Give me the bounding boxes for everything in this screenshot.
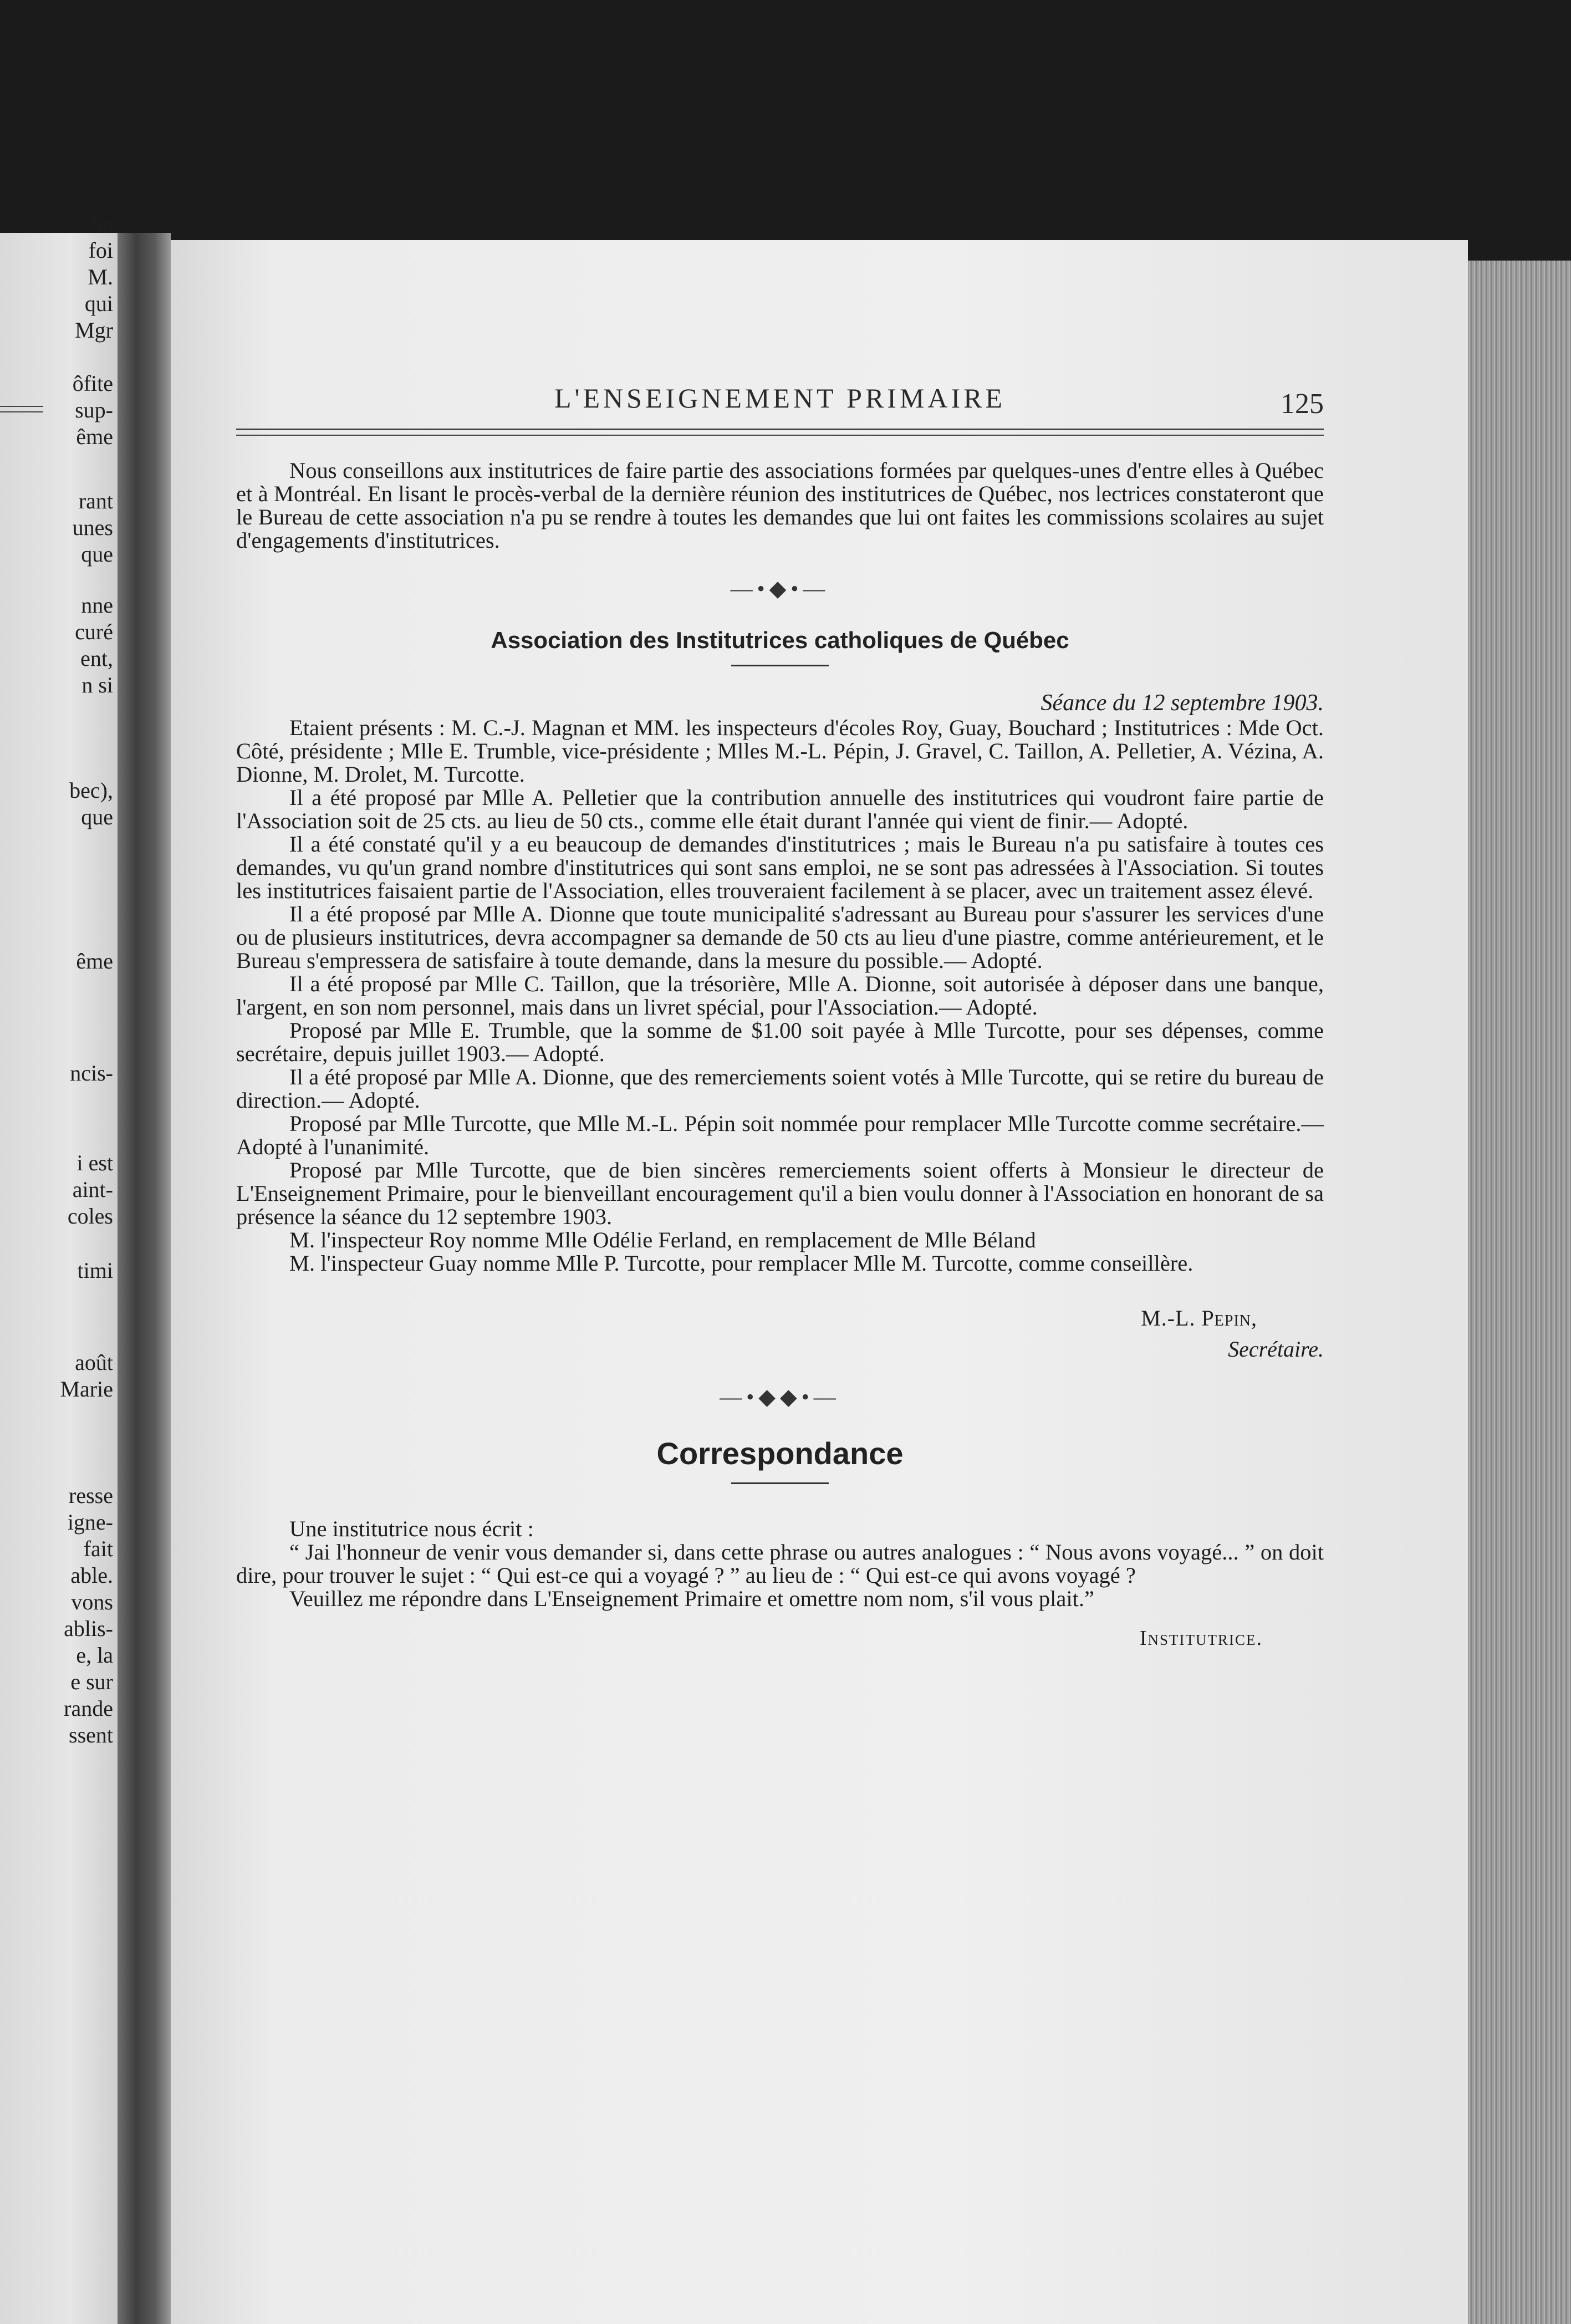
left-page-fragment: bec), [69,778,113,803]
left-page-fragment: rande [64,1696,113,1721]
left-page-fragment: curé [75,619,113,644]
left-page-fragment: sup- [75,397,113,422]
signature-name [236,1303,1324,1334]
left-page-fragment: aint- [72,1177,113,1202]
intro-paragraph: Nous conseillons aux institutrices de faire partie des associations formées par quelques-unes d'entre elles à Québec et à Montréal. En lisant le procès-verbal de la dernière réunion des institutrices de Québec, nos lectrices constateront que le Bureau de cette association n'a pu se rendre à toutes les demandes que lui ont faites les commissions scolaires au sujet d'engagements d'institutrices. [236,458,1324,553]
minutes-paragraph: Il a été proposé par Mlle A. Dionne que toute municipalité s'adressant au Bureau pour s'assurer les services d'une ou de plusieurs institutrices, devra accompagner sa demande de 50 cts au lieu d'une piastre, comme antérieurement, et le Bureau s'empressera de satisfaire à toute demande, dans la mesure du possible.— Adopté. [236,901,1324,973]
page-content [236,382,1324,1650]
left-page-fragment: ôfite [72,371,113,396]
title-rule [731,1482,829,1484]
left-page-fragment: Marie [60,1377,113,1401]
ornament-divider: —•◆◆•— [720,1384,840,1409]
left-page-fragment: timi [77,1258,113,1283]
minutes-paragraph: Il a été proposé par Mlle A. Pelletier que la contribution annuelle des institutrices qui voudront faire partie de l'Association soit de 25 cts. au lieu de 50 cts., comme elle était durant l'année qui vient de finir.— Adopté. [236,785,1324,833]
left-page-rule [0,411,43,412]
minutes-paragraph: Il a été proposé par Mlle C. Taillon, que la trésorière, Mlle A. Dionne, soit autorisée à déposer dans une banque, l'argent, en son nom personnel, mais dans un livret spécial, pour l'Association.— Adopté. [236,971,1324,1020]
correspondance-title: Correspondance [656,1436,904,1471]
signature-name-text: M.-L. Pepin, [1141,1306,1257,1331]
title-rule [731,665,829,666]
left-page-fragment: Mgr [75,318,113,343]
minutes-paragraph: Il a été constaté qu'il y a eu beaucoup de demandes d'institutrices ; mais le Bureau n'a pu satisfaire à toutes ces demandes, vu qu'un grand nombre d'institutrices qui sont sans emploi, ne se sont pas adressées à l'Association. Si toutes les institutrices faisaient partie de l'Association, elles trouveraient facilement à se placer, avec un traitement assez élevé. [236,832,1324,903]
minutes-paragraph: Il a été proposé par Mlle A. Dionne, que des remerciements soient votés à Mlle Turcotte, qui se retire du bureau de direction.— Adopté. [236,1064,1324,1113]
left-page-fragment: igne- [67,1510,113,1535]
left-page-fragment: ablis- [64,1616,113,1641]
minutes-paragraph: Proposé par Mlle Turcotte, que de bien sincères remerciements soient offerts à Monsieur le directeur de L'Enseignement Primaire, pour le bienveillant encouragement qu'il a bien voulu donner à l'Association en honorant de sa présence la séance du 12 septembre 1903. [236,1158,1324,1229]
left-page-fragment: ssent [69,1722,113,1747]
left-page-fragment: Sa [91,211,113,236]
session-date: Séance du 12 septembre 1903. [1040,690,1324,716]
left-page-fragment: que [81,804,113,829]
letter-closing: Institutrice. [1139,1627,1263,1650]
book-gutter [118,233,171,2324]
left-page-fragment: able. [70,1563,113,1588]
left-page-fragment: qui [84,291,113,316]
left-page-fragment: vons [71,1589,113,1614]
letter-paragraph: “ Jai l'honneur de venir vous demander si, dans cette phrase ou autres analogues : “ Nous avons voyagé... ” on doit dire, pour trouver le sujet : “ Qui est-ce qui a voyagé ? ” au lieu de : “ Qui est-ce qui avons voyagé ? [236,1540,1324,1588]
left-page-fragment: resse [69,1483,113,1508]
ornament-divider: —•◆•— [730,576,830,601]
left-page-fragment: foi [88,238,113,263]
left-page-fragment: ême [76,424,113,449]
left-page-fragment: coles [67,1204,113,1229]
left-page-fragment: fait [83,1536,113,1561]
minutes-paragraph: M. l'inspecteur Guay nomme Mlle P. Turcotte, pour remplacer Mlle M. Turcotte, comme conseillère. [289,1251,1193,1276]
left-page-fragment: nne [81,593,113,618]
left-page-fragment: ent, [80,646,113,671]
minutes-paragraph: Etaient présents : M. C.-J. Magnan et MM. les inspecteurs d'écoles Roy, Guay, Bouchard ; Institutrices : Mde Oct. Côté, présidente ; Mlle E. Trumble, vice-présidente ; Mlles M.-L. Pépin, J. Gravel, C. Taillon, A. Pelletier, A. Vézina, A. Dionne, M. Drolet, M. Turcotte. [236,715,1324,787]
left-page-fragment: rant [78,488,113,513]
header-rule [236,429,1324,436]
left-page [0,211,118,2324]
left-page-fragment: e, la [76,1643,113,1668]
minutes-paragraph: Proposé par Mlle E. Trumble, que la somme de $1.00 soit payée à Mlle Turcotte, pour ses dépenses, comme secrétaire, depuis juillet 1903.— Adopté. [236,1018,1324,1066]
left-page-fragment: M. [88,264,113,289]
left-page-fragment: e sur [70,1669,113,1694]
page [171,240,1468,2324]
left-page-fragment: i est [76,1150,113,1175]
letter-paragraph: Une institutrice nous écrit : [289,1516,534,1541]
running-title: L'ENSEIGNEMENT PRIMAIRE [554,383,1006,414]
association-title: Association des Institutrices catholiques de Québec [491,627,1069,653]
left-page-fragment: n si [81,672,113,697]
left-page-fragment: août [75,1350,113,1375]
running-head [236,382,1324,421]
signature-role: Secrétaire. [1228,1337,1324,1362]
left-page-rule [0,406,43,407]
letter-paragraph: Veuillez me répondre dans L'Enseignement Primaire et omettre nom nom, s'il vous plait.” [289,1586,1094,1611]
page-number: 125 [1281,388,1324,420]
left-page-fragment: ême [76,949,113,974]
left-page-fragment: unes [72,515,113,540]
minutes-paragraph: Proposé par Mlle Turcotte, que Mlle M.-L. Pépin soit nommée pour remplacer Mlle Turcotte comme secrétaire.— Adopté à l'unanimité. [236,1111,1324,1159]
page-edges [1468,261,1571,2324]
left-page-fragment: que [81,542,113,567]
left-page-fragment: ncis- [70,1061,113,1085]
minutes-paragraph: M. l'inspecteur Roy nomme Mlle Odélie Ferland, en remplacement de Mlle Béland [289,1227,1036,1252]
